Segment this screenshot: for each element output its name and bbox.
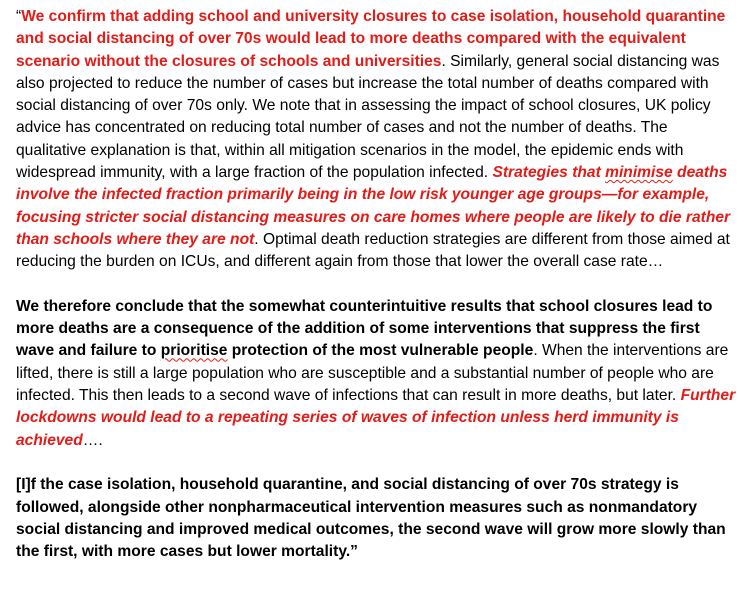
highlight-strategies-b: deaths involve the infected fraction primarily being in the low risk younger age groups—for example, focusing stricter social distancing measures on care homes where people are likely to die rather than schools where they are not bbox=[16, 164, 731, 248]
spellcheck-word-prioritise: prioritise bbox=[160, 342, 228, 360]
highlight-strategies-a: Strategies that bbox=[492, 164, 606, 182]
paragraph-3 bbox=[16, 474, 738, 563]
paragraph-1-body: . Similarly, general social distancing was also projected to reduce the number of cases but increase the total number of deaths compared with social distancing of over 70s only. We note that in assessing the impact of school closures, UK policy advice has concentrated on reducing total number of cases and not the number of deaths. The qualitative explanation is that, within all mitigation scenarios in the model, the epidemic ends with widespread immunity, with a large fraction of the population infected. bbox=[16, 52, 720, 182]
conclusion-bold-b: protection of the most vulnerable people bbox=[227, 342, 534, 360]
paragraph-1-tail: . Optimal death reduction strategies are different from those aimed at reducing the burden on ICUs, and different again from those that lower the overall case rate… bbox=[16, 230, 730, 271]
paragraph-2 bbox=[16, 296, 738, 452]
quoted-excerpt bbox=[16, 6, 738, 563]
highlight-further-lockdowns: Further lockdowns would lead to a repeating series of waves of infection unless herd immunity is achieved bbox=[16, 387, 736, 449]
spellcheck-word-minimise: minimise bbox=[605, 164, 673, 182]
conclusion-bold-a: We therefore conclude that the somewhat counterintuitive results that school closures lead to more deaths are a consequence of the addition of some interventions that suppress the first wave and failure to bbox=[16, 297, 713, 360]
opening-quote: “ bbox=[16, 8, 22, 25]
highlight-school-closures-deaths: We confirm that adding school and university closures to case isolation, household quarantine and social distancing of over 70s would lead to more deaths compared with the equivalent scenario without the closures of schools and universities bbox=[16, 8, 726, 70]
second-wave-conclusion: [I]f the case isolation, household quarantine, and social distancing of over 70s strategy is followed, alongside other nonpharmaceutical intervention measures such as nonmandatory social distancing and improved medical outcomes, the second wave will grow more slowly than the first, with more cases but lower mortality.” bbox=[16, 476, 726, 561]
paragraph-2-tail: …. bbox=[82, 431, 103, 449]
paragraph-2-body: . When the interventions are lifted, there is still a large population who are susceptible and a substantial number of people who are infected. This then leads to a second wave of infections that can result in more deaths, but later. bbox=[16, 342, 729, 405]
paragraph-1 bbox=[16, 6, 738, 274]
